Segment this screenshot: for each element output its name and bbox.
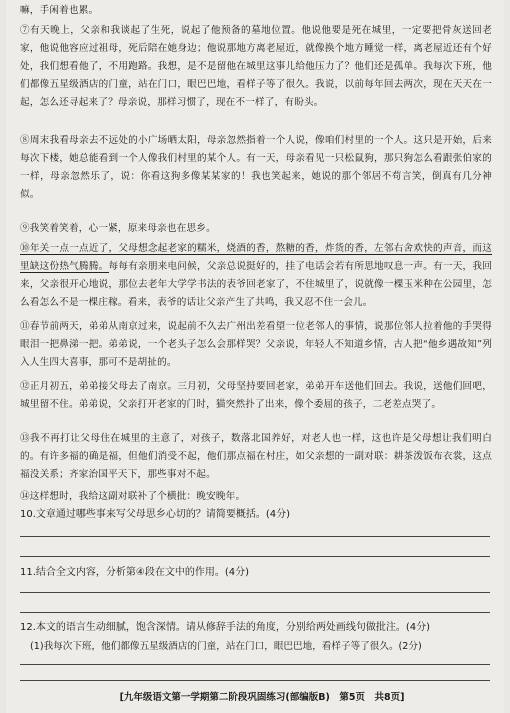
underlined-sentence: ⑩年关一点一点近了，父母想念起老家的糯米，烧酒的香，熬糖的香，炸货的香，左邻右舍欢快的声音，而这里缺这份热气腾腾。 <box>20 243 492 272</box>
page-footer <box>92 689 432 703</box>
answer-line[interactable] <box>20 664 490 665</box>
paragraph-9 <box>20 220 492 238</box>
paragraph-10 <box>20 240 492 318</box>
footer-left-bracket: [ <box>119 692 124 703</box>
paragraph-text: 嘛，手闲着也累。 <box>20 5 99 16</box>
paragraph-text: ⑫正月初五，弟弟接父母去了南京。三月初，父母坚持要回老家，弟弟开车送他们回去。我说，送他们回吧，城里留不住。弟弟说，父亲打开老家的门时，猫突然扑了出来，像个委屈的孩子，二老差点哭了。 <box>20 381 492 410</box>
question-12: 12.本文的语言生动细腻，饱含深情。请从修辞手法的角度，分别给两处画线句做批注。(4分) <box>20 622 431 633</box>
paragraph-11 <box>20 318 492 378</box>
paragraph-text: ⑨我笑着笑着，心一紧，原来母亲也在思乡。 <box>20 223 216 234</box>
paragraph-13 <box>20 430 492 488</box>
paragraph-text: 每每有亲朋来电问候，父亲总说挺好的，挂了电话会若有所思地叹息一声。有一天，我回来，父亲很开心地说，那位去老年大学学书法的表爷回老家了，不住城里了，说就像一棵玉米种在公园里，怎么看怎么不是一棵庄稼。看来，表爷的话让父亲产生了共鸣，我又忍不住一会儿。 <box>20 261 492 308</box>
footer-text: 九年级语文第一学期第二阶段巩固练习(部编版B) 第5页 共8页 <box>123 692 401 703</box>
answer-line[interactable] <box>20 612 490 613</box>
answer-line[interactable] <box>20 556 490 557</box>
paragraph-text: ⑧周末我看母亲去不远处的小广场晒太阳，母亲忽然指着一个人说，像咱们村里的一个人。这只是开始，后来每次下楼，她总能看到一个人像我们村里的某个人。有一天，母亲看见一只松鼠狗，那只狗怎么看跟张伯家的一样，母亲忽然乐了，说：你看这狗多像某某家的！我也笑起来，她说的那个邻居不苟言笑，倒真有几分神似。 <box>20 135 492 200</box>
paragraph-text: ⑦有天晚上，父亲和我谈起了生死，说起了他预备的墓地位置。他说他要是死在城里，一定要把骨灰送回老家，他说他容应过祖母，死后陪在她身边；他说那地方离老屋近，就像换个地方睡觉一样，离老屋近还有个好处，我们想看他了，不用跑路。我想，是不是留他在城里这事儿给他压力了？他们还是孤单。我每次下班，他们都像五星级酒店的门童，站在门口，眼巴巴地，看样子等了很久。我说，以前每年回去两次，现在天天在一起，怎么还寻起来了？母亲说，那样习惯了，现在不一样了，有盼头。 <box>20 25 492 108</box>
answer-line[interactable] <box>20 536 490 537</box>
footer-right-bracket: ] <box>400 692 405 703</box>
paragraph-text: ⑭这样想时，我给这副对联补了个横批：晚安晚年。 <box>20 491 246 502</box>
question-12-part-1: (1)我每次下班，他们都像五星级酒店的门童，站在门口，眼巴巴地，看样子等了很久。(2分) <box>30 641 422 652</box>
paragraph-14 <box>20 488 492 506</box>
paragraph-12 <box>20 378 492 434</box>
paragraph-7 <box>20 22 492 130</box>
question-10: 10.文章通过哪些事来写父母思乡心切的？请简要概括。(4分) <box>20 509 291 520</box>
answer-line[interactable] <box>20 592 490 593</box>
exam-page <box>6 0 504 713</box>
answer-line[interactable] <box>20 680 490 681</box>
paragraph-text: ⑬我不再打让父母住在城里的主意了，对孩子，数落北国养好，对老人也一样，这也许是父母想让我们明白的。有许多福的确是福，但他们消受不起，他们那点福在村庄，如父亲想的一副对联：耕茶泼饭布衣裳，这点福没关系；齐家治国平天下，那些事对不起。 <box>20 433 492 480</box>
paragraph-8 <box>20 132 492 228</box>
paragraph-continuation <box>20 2 492 20</box>
paragraph-text: ⑪春节前两天，弟弟从南京过来，说起前不久去广州出差看望一位老邻人的事情，说那位邻人拉着他的手哭得眼泪一把鼻涕一把。弟弟说，一个老头子怎么会那样哭？父亲说，年轻人不知道乡情，古人把“他乡遇故知”列入人生四大喜事，那可不是胡扯的。 <box>20 321 492 368</box>
question-11: 11.结合全文内容，分析第④段在文中的作用。(4分) <box>20 567 250 578</box>
